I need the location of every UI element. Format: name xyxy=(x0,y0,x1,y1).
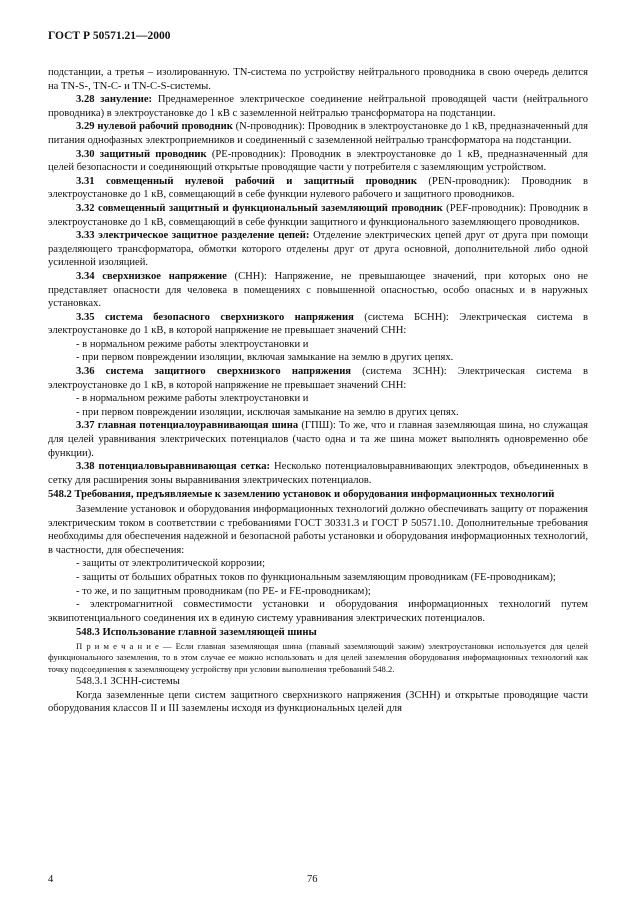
paragraph-text: - в нормальном режиме работы электроустановки и xyxy=(76,338,309,350)
paragraph-text: (система БСНН): Электрическая система в электроустановке до 1 кВ, в которой напряжение не превышает значений СНН: xyxy=(48,311,588,337)
paragraph xyxy=(48,120,588,147)
paragraph-text: - защиты от электролитической коррозии; xyxy=(76,558,266,570)
paragraph-text: Если главная заземляющая шина (главный заземляющий зажим) электроустановки используется для целей функционального заземления, то в этом случае ее можно использовать и для целей заземления оборудования информационных технологий как точку подсоединения к заземляющему устройству при условии выполнения требований 548.2. xyxy=(48,640,588,674)
term: 3.36 система защитного сверхнизкого напряжения xyxy=(76,366,352,378)
paragraph xyxy=(48,270,588,311)
paragraph-text: - при первом повреждении изоляции, включая замыкание на землю в других цепях. xyxy=(76,352,454,364)
note-paragraph xyxy=(48,641,588,675)
section-heading xyxy=(48,626,588,640)
paragraph xyxy=(48,675,588,689)
term: 3.34 сверхнизкое напряжение xyxy=(76,270,227,282)
paragraph-text: Заземление установок и оборудования информационных технологий должно обеспечивать защиту от поражения электрическим током в соответствии с требованиями ГОСТ 30331.3 и ГОСТ Р 50571.10. Дополнительные требования необходимы для обеспечения надежной и безопасной работы установки и оборудования информационных технологий, в частности, для обеспечения: xyxy=(48,504,588,556)
document-header: ГОСТ Р 50571.21—2000 xyxy=(48,30,171,42)
paragraph xyxy=(48,202,588,229)
paragraph-text: (PEF-проводник): Проводник в электроустановке до 1 кВ, совмещающий в себе функции защитного и функционального заземляющего проводников. xyxy=(48,202,588,228)
term: 3.28 зануление: xyxy=(76,94,153,106)
paragraph-text: (система ЗСНН): Электрическая система в электроустановке до 1 кВ, в которой напряжение не превышает значений СНН: xyxy=(48,366,589,391)
paragraph xyxy=(48,571,588,585)
term: 548.2 Требования, предъявляемые к заземлению установок и оборудования информационных технологий xyxy=(48,489,555,501)
term: П р и м е ч а н и е — xyxy=(76,640,172,651)
paragraph xyxy=(48,175,588,202)
paragraph xyxy=(48,557,588,571)
paragraph-text: - при первом повреждении изоляции, исключая замыкание на землю в других цепях. xyxy=(76,406,459,418)
paragraph xyxy=(48,351,588,365)
paragraph xyxy=(48,585,588,599)
paragraph-text: - в нормальном режиме работы электроустановки и xyxy=(76,393,309,405)
paragraph xyxy=(48,598,588,625)
term: 3.29 нулевой рабочий проводник xyxy=(76,121,233,133)
paragraph-text: (N-проводник): Проводник в электроустановке до 1 кВ, предназначенный для питания однофазных электроприемников и соединенный с заземленной нейтралью трансформатора на подстанции. xyxy=(48,121,588,146)
paragraph-text: - защиты от больших обратных токов по функциональным заземляющим проводникам (FE-проводникам); xyxy=(76,571,556,583)
paragraph-text: Отделение электрических цепей друг от друга при помощи разделяющего трансформатора, обмотки которого отделены друг от друга основной, дополнительной либо одной усиленной изоляцией. xyxy=(48,230,589,269)
paragraph xyxy=(48,460,588,487)
paragraph-text: Когда заземленные цепи систем защитного сверхнизкого напряжения (ЗСНН) и открытые проводящие части оборудования классов II и III заземлены исходя из функциональных целей для xyxy=(48,689,588,715)
paragraph-text: подстанции, а третья – изолированную. TN-система по устройству нейтрального проводника в свою очередь делится на TN-S-, TN-C- и TN-C-S-системы. xyxy=(48,67,588,92)
paragraph xyxy=(48,148,588,175)
paragraph xyxy=(48,365,588,392)
paragraph xyxy=(48,66,588,93)
paragraph xyxy=(48,689,588,716)
paragraph xyxy=(48,311,588,338)
term: 3.30 защитный проводник xyxy=(76,148,207,160)
document-body xyxy=(48,66,588,716)
term: 3.33 электрическое защитное разделение цепей: xyxy=(76,230,310,242)
paragraph-text: - то же, и по защитным проводникам (по PE- и FE-проводникам); xyxy=(76,585,371,597)
paragraph-text: (PE-проводник): Проводник в электроустановке до 1 кВ, предназначенный для целей безопасности и соединяющий открытые проводящие части у потребителя с заземляющим устройством. xyxy=(48,148,588,174)
paragraph xyxy=(48,503,588,557)
paragraph xyxy=(48,406,588,420)
term: 3.38 потенциаловыравнивающая сетка: xyxy=(76,461,271,473)
paragraph-text: Преднамеренное электрическое соединение нейтральной проводящей части (нейтрального проводника) в электроустановке до 1 кВ с заземленной нейтралью трансформатора на подстанции. xyxy=(48,94,589,119)
paragraph xyxy=(48,392,588,406)
paragraph xyxy=(48,93,588,120)
page-number-left: 4 xyxy=(48,874,54,885)
paragraph xyxy=(48,338,588,352)
term: 3.31 совмещенный нулевой рабочий и защитный проводник xyxy=(76,175,417,187)
paragraph xyxy=(48,419,588,460)
term: 3.32 совмещенный защитный и функциональный заземляющий проводник xyxy=(76,202,443,214)
paragraph-text: (PEN-проводник): Проводник в электроустановке до 1 кВ, совмещающий в себе функции нулевого рабочего и защитного проводников. xyxy=(48,175,588,201)
paragraph-text: (СНН): Напряжение, не превышающее значений, при которых оно не представляет опасности для человека в помещениях с повышенной опасностью, особо опасных и в наружных установках. xyxy=(48,270,589,310)
paragraph-text: - электромагнитной совместимости установки и оборудования информационных технологий путем эквипотенциального соединения их в единую систему уравнивания электрических потенциалов. xyxy=(48,599,588,624)
paragraph-text: (ГПШ): То же, что и главная заземляющая шина, но служащая для целей уравнивания электрических потенциалов (часто одна и та же шина может выполнять одновременно обе функции). xyxy=(48,420,588,459)
term: 3.37 главная потенциалоуравнивающая шина xyxy=(76,420,299,432)
paragraph xyxy=(48,229,588,270)
section-heading xyxy=(48,488,588,502)
page-number-center: 76 xyxy=(307,874,318,885)
paragraph-text: Несколько потенциаловыравнивающих электродов, объединенных в сетку для расширения зоны выравнивания электрических потенциалов. xyxy=(48,461,588,486)
term: 3.35 система безопасного сверхнизкого напряжения xyxy=(76,311,354,323)
term: 548.3 Использование главной заземляющей шины xyxy=(76,627,317,639)
paragraph-text: 548.3.1 ЗСНН-системы xyxy=(76,676,180,688)
